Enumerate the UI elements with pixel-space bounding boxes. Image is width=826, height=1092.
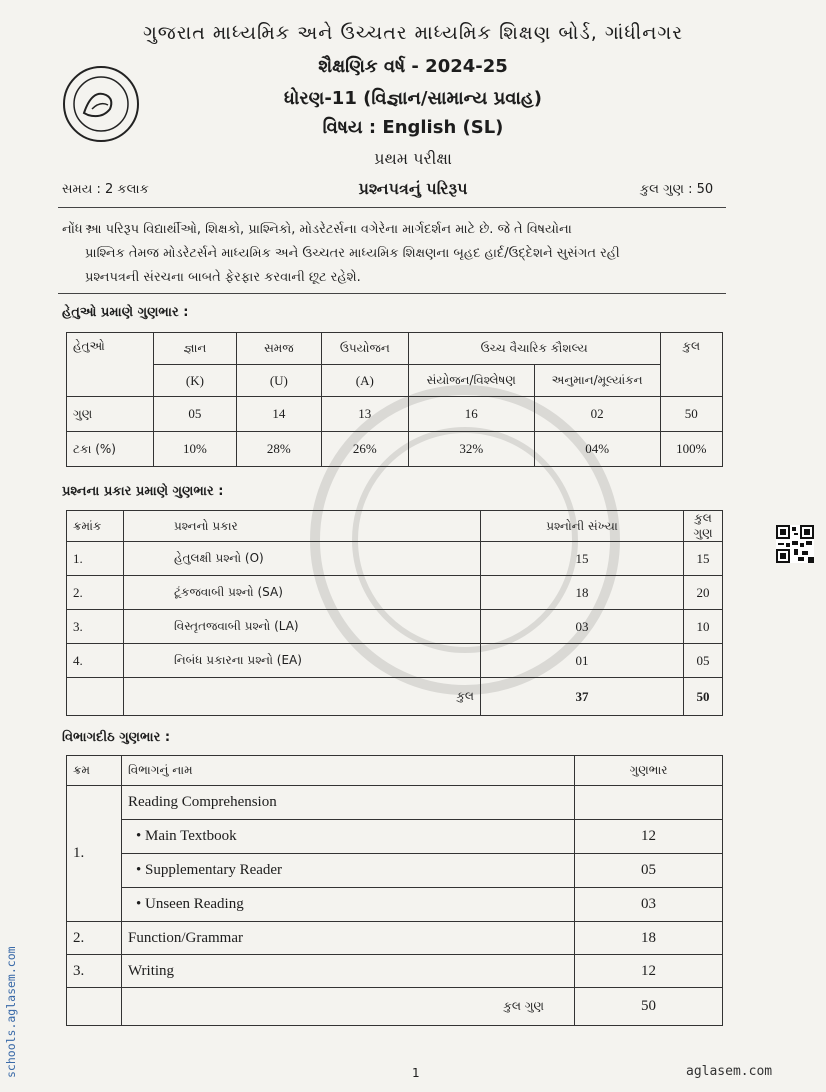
table-row: 1. હેતુલક્ષી પ્રશ્નો (O) 15 15 [67, 542, 723, 576]
table-row: • Main Textbook 12 [67, 820, 723, 854]
total-row: કુલ ગુણ 50 [67, 988, 723, 1026]
divider [58, 293, 726, 294]
col-understanding: સમજ [236, 333, 321, 365]
standard: ધોરણ-11 (વિજ્ઞાન/સામાન્ય પ્રવાહ) [284, 88, 542, 109]
table-row: 2. Function/Grammar 18 [67, 922, 723, 955]
col-no: ક્રમ [67, 756, 122, 786]
table-row: • Unseen Reading 03 [67, 888, 723, 922]
total-row: કુલ 37 50 [67, 678, 723, 716]
table-row: 3. વિસ્તૃતજવાબી પ્રશ્નો (LA) 03 10 [67, 610, 723, 644]
note-line: પ્રાશ્નિક તેમજ મોડરેટર્સને માધ્યમિક અને ઉચ્ચતર માધ્યમિક શિક્ષણના બૃહદ હાર્દ/ઉદ્દેશને સુસંગત રહી [85, 246, 620, 261]
table-row: ટકા (%) 10% 28% 26% 32% 04% 100% [67, 432, 723, 467]
table-row: 3. Writing 12 [67, 955, 723, 988]
objectives-heading: હેતુઓ પ્રમાણે ગુણભાર : [62, 305, 189, 320]
sections-heading: વિભાગદીઠ ગુણભાર : [62, 730, 171, 745]
table-row: 4. નિબંધ પ્રકારના પ્રશ્નો (EA) 01 05 [67, 644, 723, 678]
code-k: (K) [153, 365, 236, 397]
col-count: પ્રશ્નોની સંખ્યા [481, 511, 684, 542]
watermark-right: aglasem.com [686, 1064, 773, 1079]
watermark-left: schools.aglasem.com [4, 946, 18, 1078]
exam-name: પ્રથમ પરીક્ષા [374, 149, 452, 168]
table-row: • Supplementary Reader 05 [67, 854, 723, 888]
col-type: પ્રશ્નનો પ્રકાર [124, 511, 481, 542]
board-name: ગુજરાત માધ્યમિક અને ઉચ્ચતર માધ્યમિક શિક્ષણ બોર્ડ, ગાંધીનગર [142, 22, 684, 44]
col-knowledge: જ્ઞાન [153, 333, 236, 365]
col-hots: ઉચ્ચ વૈચારિક કૌશલ્ય [408, 333, 660, 365]
page-number: 1 [412, 1066, 420, 1080]
total-marks: કુલ ગુણ : 50 [640, 182, 714, 197]
table-row: 1. Reading Comprehension [67, 786, 723, 820]
objectives-table [66, 332, 723, 467]
table-row: 2. ટૂંકજવાબી પ્રશ્નો (SA) 18 20 [67, 576, 723, 610]
col-total: કુલ [660, 333, 722, 397]
note-label: નોંધ : [62, 222, 92, 237]
academic-year: શૈક્ષણિક વર્ષ - 2024-25 [318, 56, 508, 77]
sections-table [66, 755, 723, 1026]
note-line: આ પરિરૂપ વિદ્યાર્થીઓ, શિક્ષકો, પ્રાશ્નિકો, મોડરેટર્સના વગેરેના માર્ગદર્શન માટે છે. જે તે વિષયોના [85, 222, 572, 237]
qr-code-icon[interactable] [776, 525, 814, 563]
question-types-table [66, 510, 723, 716]
subject: વિષય : English (SL) [322, 117, 504, 138]
col-marks: કુલ ગુણ [684, 511, 723, 542]
col-objective: હેતુઓ [67, 333, 154, 397]
code-a: (A) [321, 365, 408, 397]
col-synthesis: સંયોજન/વિશ્લેષણ [408, 365, 534, 397]
col-name: વિભાગનું નામ [122, 756, 575, 786]
col-evaluation: અનુમાન/મૂલ્યાંકન [534, 365, 660, 397]
question-types-heading: પ્રશ્નના પ્રકાર પ્રમાણે ગુણભાર : [62, 484, 224, 499]
page-title: પ્રશ્નપત્રનું પરિરૂપ [358, 179, 468, 198]
table-row: ગુણ 05 14 13 16 02 50 [67, 397, 723, 432]
divider [58, 207, 726, 208]
col-application: ઉપયોજન [321, 333, 408, 365]
note-line: પ્રશ્નપત્રની સંરચના બાબતે ફેરફાર કરવાની છૂટ રહેશે. [85, 270, 361, 285]
code-u: (U) [236, 365, 321, 397]
col-no: ક્રમાંક [67, 511, 124, 542]
col-weight: ગુણભાર [575, 756, 723, 786]
exam-time: સમય : 2 કલાક [62, 182, 149, 197]
